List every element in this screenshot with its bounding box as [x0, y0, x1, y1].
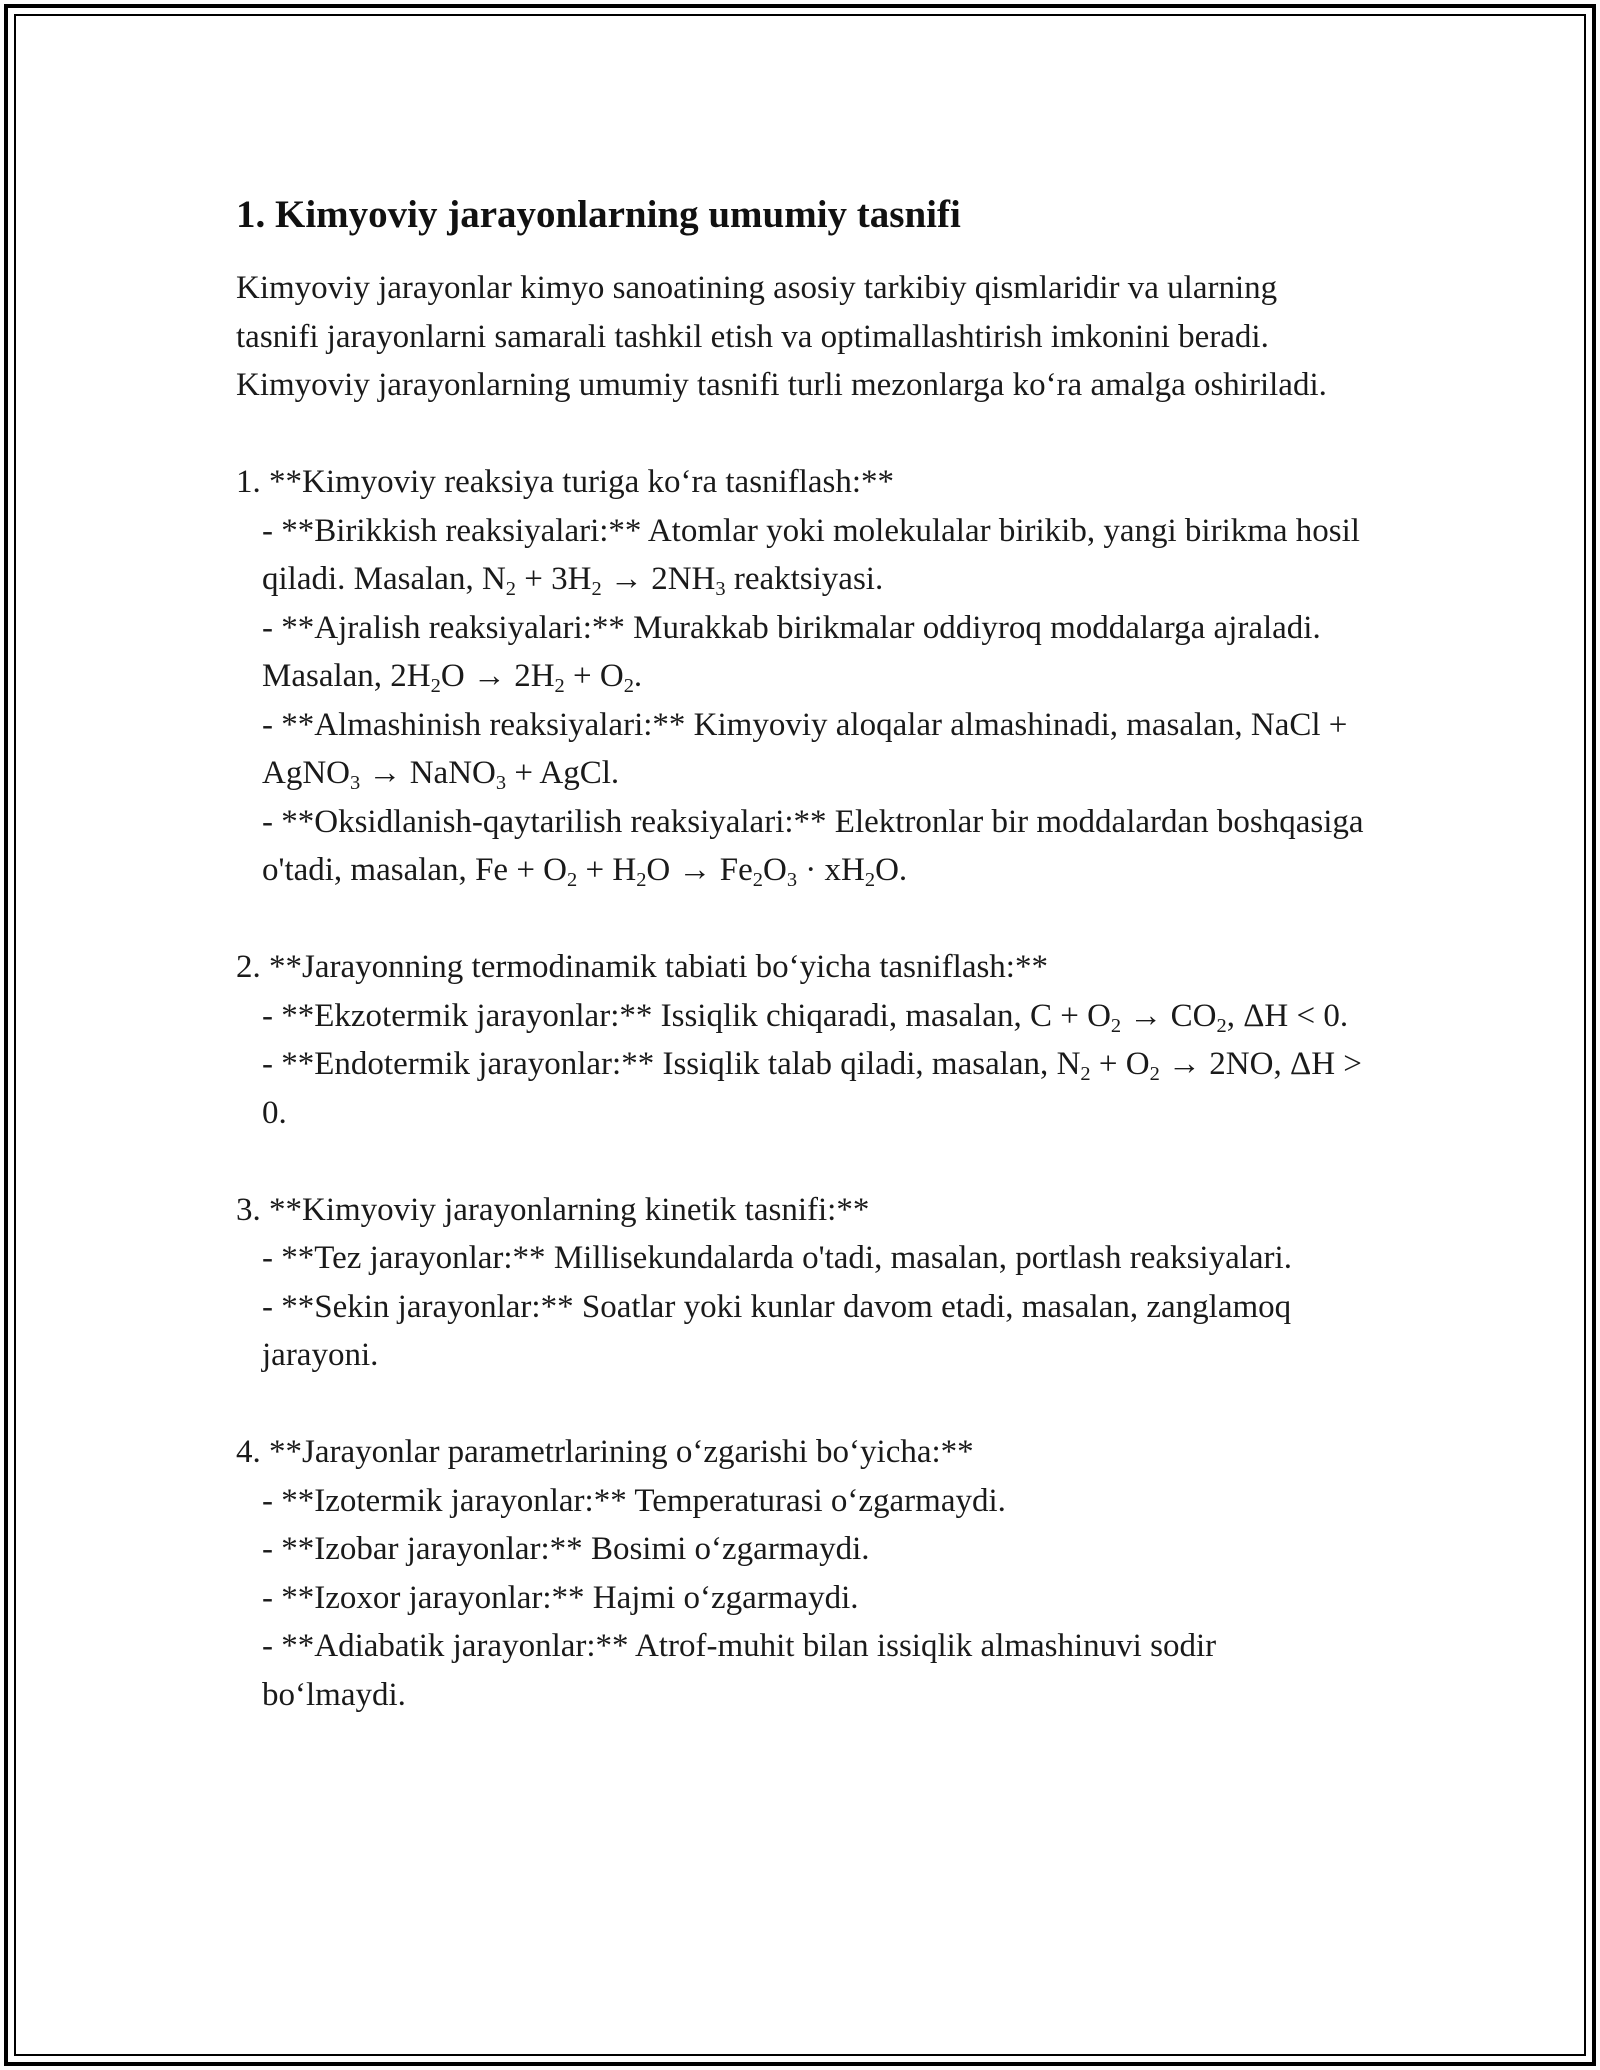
section-2-item-1: - **Ekzotermik jarayonlar:** Issiqlik chiqaradi, masalan, $C + O_2 \to CO_2$, ΔH < 0. — [262, 997, 1349, 1037]
section-3-item-2: - **Sekin jarayonlar:** Soatlar yoki kunlar davom etadi, masalan, zanglamoq jarayoni. — [262, 1288, 1292, 1373]
section-2-item-2: - **Endotermik jarayonlar:** Issiqlik talab qiladi, masalan, $N_2 + O_2 \to 2NO$, ΔH > 0. — [262, 1046, 1362, 1131]
page-title: 1. Kimyoviy jarayonlarning umumiy tasnifi — [236, 193, 961, 236]
formula-nitric-oxide: $N_2 + O_2 \to 2NO$ — [1056, 1046, 1274, 1086]
section-4-item-2: - **Izobar jarayonlar:** Bosimi o‘zgarmaydi. — [262, 1531, 870, 1567]
section-4-item-3: - **Izoxor jarayonlar:** Hajmi o‘zgarmaydi. — [262, 1579, 859, 1616]
section-2-heading: 2. **Jarayonning termodinamik tabiati bo‘yicha tasniflash:** — [236, 949, 1048, 985]
section-4-heading: 4. **Jarayonlar parametrlarining o‘zgarishi bo‘yicha:** — [236, 1434, 974, 1470]
section-3-heading: 3. **Kimyoviy jarayonlarning kinetik tasnifi:** — [236, 1191, 870, 1228]
section-1-item-1: - **Birikkish reaksiyalari:** Atomlar yoki molekulalar birikib, yangi birikma hosil qiladi. Masalan, $N_2 + 3H_2 \to 2NH_3$ reaktsiyasi. — [262, 512, 1360, 601]
section-4-item-4: - **Adiabatik jarayonlar:** Atrof-muhit bilan issiqlik almashinuvi sodir bo‘lmaydi. — [262, 1628, 1217, 1713]
section-1-item-3: - **Almashinish reaksiyalari:** Kimyoviy aloqalar almashinadi, masalan, NaCl + AgNO$_3$ → NaNO$_3$ + AgCl. — [262, 706, 1348, 795]
section-1-item-4: - **Oksidlanish-qaytarilish reaksiyalari:** Elektronlar bir moddalardan boshqasiga o'tadi, masalan, $Fe + O_2 + H_2O \to Fe_2O_3 \cdot xH_2O$. — [262, 803, 1364, 892]
section-3-item-1: - **Tez jarayonlar:** Millisekundalarda o'tadi, masalan, portlash reaksiyalari. — [262, 1240, 1292, 1276]
formula-ammonia: $N_2 + 3H_2 \to 2NH_3$ — [481, 561, 726, 601]
formula-water-decomposition: $2H_2O \to 2H_2 + O_2$. — [390, 658, 643, 698]
document-body — [236, 188, 1366, 1719]
intro-paragraph: Kimyoviy jarayonlar kimyo sanoatining asosiy tarkibiy qismlaridir va ularning tasnifi jarayonlarni samarali tashkil etish va optimallashtirish imkonini beradi. Kimyoviy jarayonlarning umumiy tasnifi turli mezonlarga ko‘ra amalga oshiriladi. — [236, 270, 1327, 403]
formula-rusting: $Fe + O_2 + H_2O \to Fe_2O_3 \cdot xH_2O$. — [475, 852, 908, 892]
formula-carbon-combustion: $C + O_2 \to CO_2$ — [1029, 997, 1227, 1037]
formula-exchange: NaCl + AgNO$_3$ → NaNO$_3$ + AgCl. — [262, 706, 1348, 795]
section-1-heading: 1. **Kimyoviy reaksiya turiga ko‘ra tasniflash:** — [236, 464, 895, 500]
section-4-item-1: - **Izotermik jarayonlar:** Temperaturasi o‘zgarmaydi. — [262, 1482, 1006, 1519]
section-1-item-2: - **Ajralish reaksiyalari:** Murakkab birikmalar oddiyroq moddalarga ajraladi. Masalan, $2H_2O \to 2H_2 + O_2$. — [262, 609, 1321, 698]
